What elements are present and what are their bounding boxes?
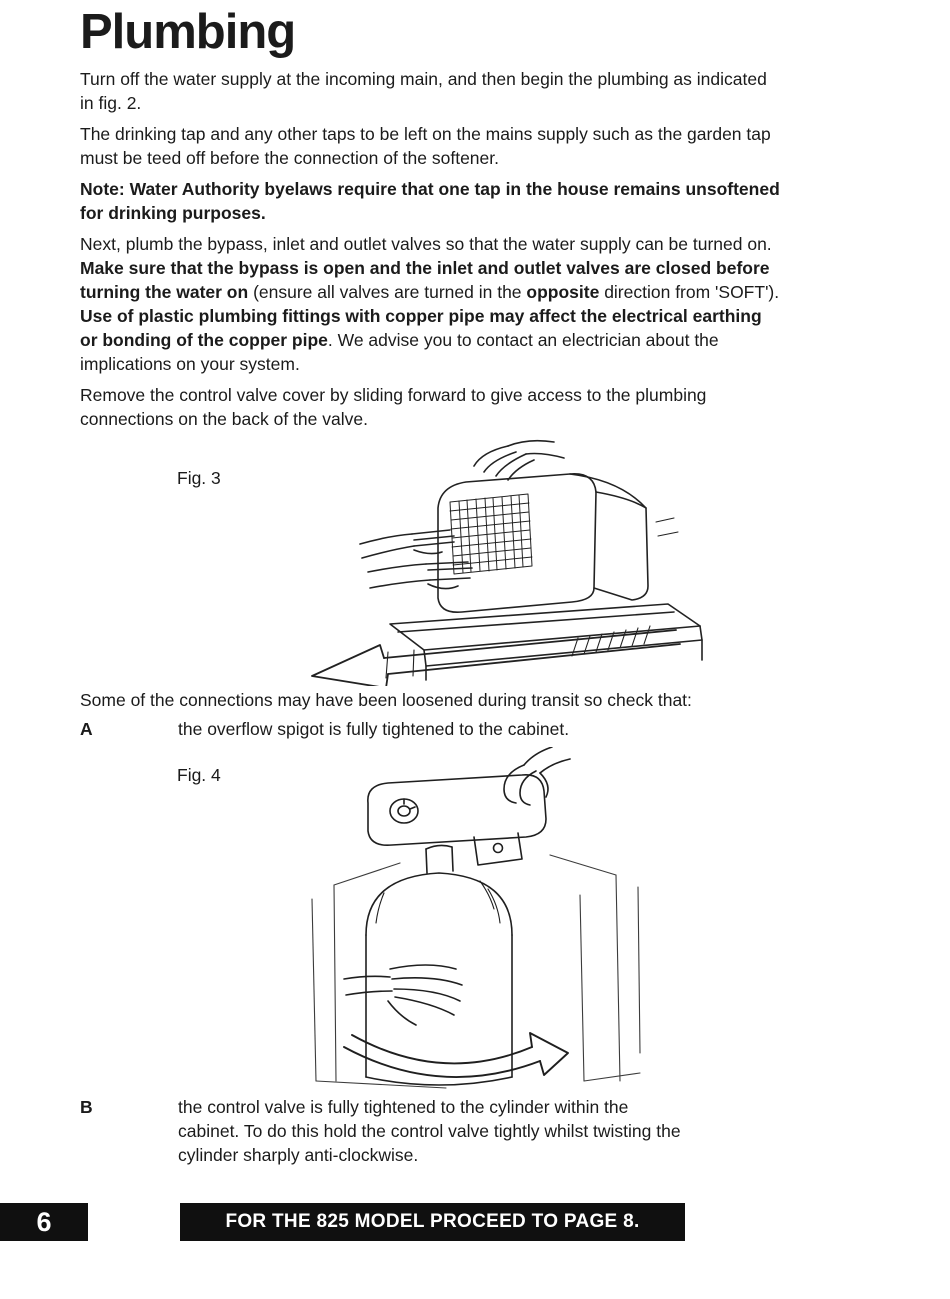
paragraph-water-supply: Turn off the water supply at the incoming main, and then begin the plumbing as indicated in fig. 2. <box>80 68 767 113</box>
paragraph-drinking-tap: The drinking tap and any other taps to be left on the mains supply such as the garden tap must be teed off before the connection of the softener. <box>80 123 771 168</box>
fig3-valve-cover <box>438 474 678 612</box>
fig3-slide-arrow <box>312 630 680 686</box>
item-b-letter: B <box>80 1096 93 1117</box>
fig4-cabinet <box>312 855 640 1088</box>
text-segment: . We advise you to contact an electrician about the implications on your system. <box>80 329 719 374</box>
text-segment-bold: Use of plastic plumbing fittings with copper pipe may affect the electrical earthing or bonding of the copper pipe <box>80 305 762 350</box>
page-footer <box>0 1203 950 1241</box>
paragraph-valves <box>80 232 780 376</box>
fig3-hand-top <box>474 441 564 480</box>
fig4-hand-on-cylinder <box>344 965 462 1025</box>
figure-4 <box>80 747 780 1095</box>
check-item-a <box>80 717 780 741</box>
page-number: 6 <box>0 1203 88 1241</box>
page-title: Plumbing <box>80 5 296 59</box>
item-a-text: the overflow spigot is fully tightened to the cabinet. <box>178 718 570 739</box>
fig4-control-valve <box>368 775 546 873</box>
text-segment: (ensure all valves are turned in the <box>253 281 527 302</box>
figure-4-label: Fig. 4 <box>177 764 221 785</box>
figure-3-label: Fig. 3 <box>177 467 221 488</box>
fig3-hands-left <box>360 530 472 589</box>
paragraph-remove-cover: Remove the control valve cover by sliding forward to give access to the plumbing connections on the back of the valve. <box>80 384 707 429</box>
fig4-cylinder-tightening-illustration <box>250 747 690 1093</box>
text-segment-bold: opposite <box>526 281 600 302</box>
fig4-twist-arrow <box>344 1033 568 1077</box>
text-segment: Next, plumb the bypass, inlet and outlet valves so that the water supply can be turned on. <box>80 233 772 254</box>
figure-3 <box>80 438 780 688</box>
paragraph-note: Note: Water Authority byelaws require that one tap in the house remains unsoftened for drinking purposes. <box>80 178 780 223</box>
check-item-b <box>80 1095 780 1167</box>
footer-banner: FOR THE 825 MODEL PROCEED TO PAGE 8. <box>180 1203 685 1241</box>
item-a-letter: A <box>80 718 93 739</box>
item-b-text: the control valve is fully tightened to the cylinder within the cabinet. To do this hold the control valve tightly whilst twisting the cylinder sharply anti-clockwise. <box>178 1096 681 1165</box>
paragraph-connections: Some of the connections may have been loosened during transit so check that: <box>80 689 692 710</box>
text-segment-bold: Make sure that the bypass is open and the inlet and outlet valves are closed before turning the water on <box>80 257 770 302</box>
fig3-cover-removal-illustration <box>228 438 720 686</box>
text-segment: direction from 'SOFT'). <box>599 281 780 302</box>
